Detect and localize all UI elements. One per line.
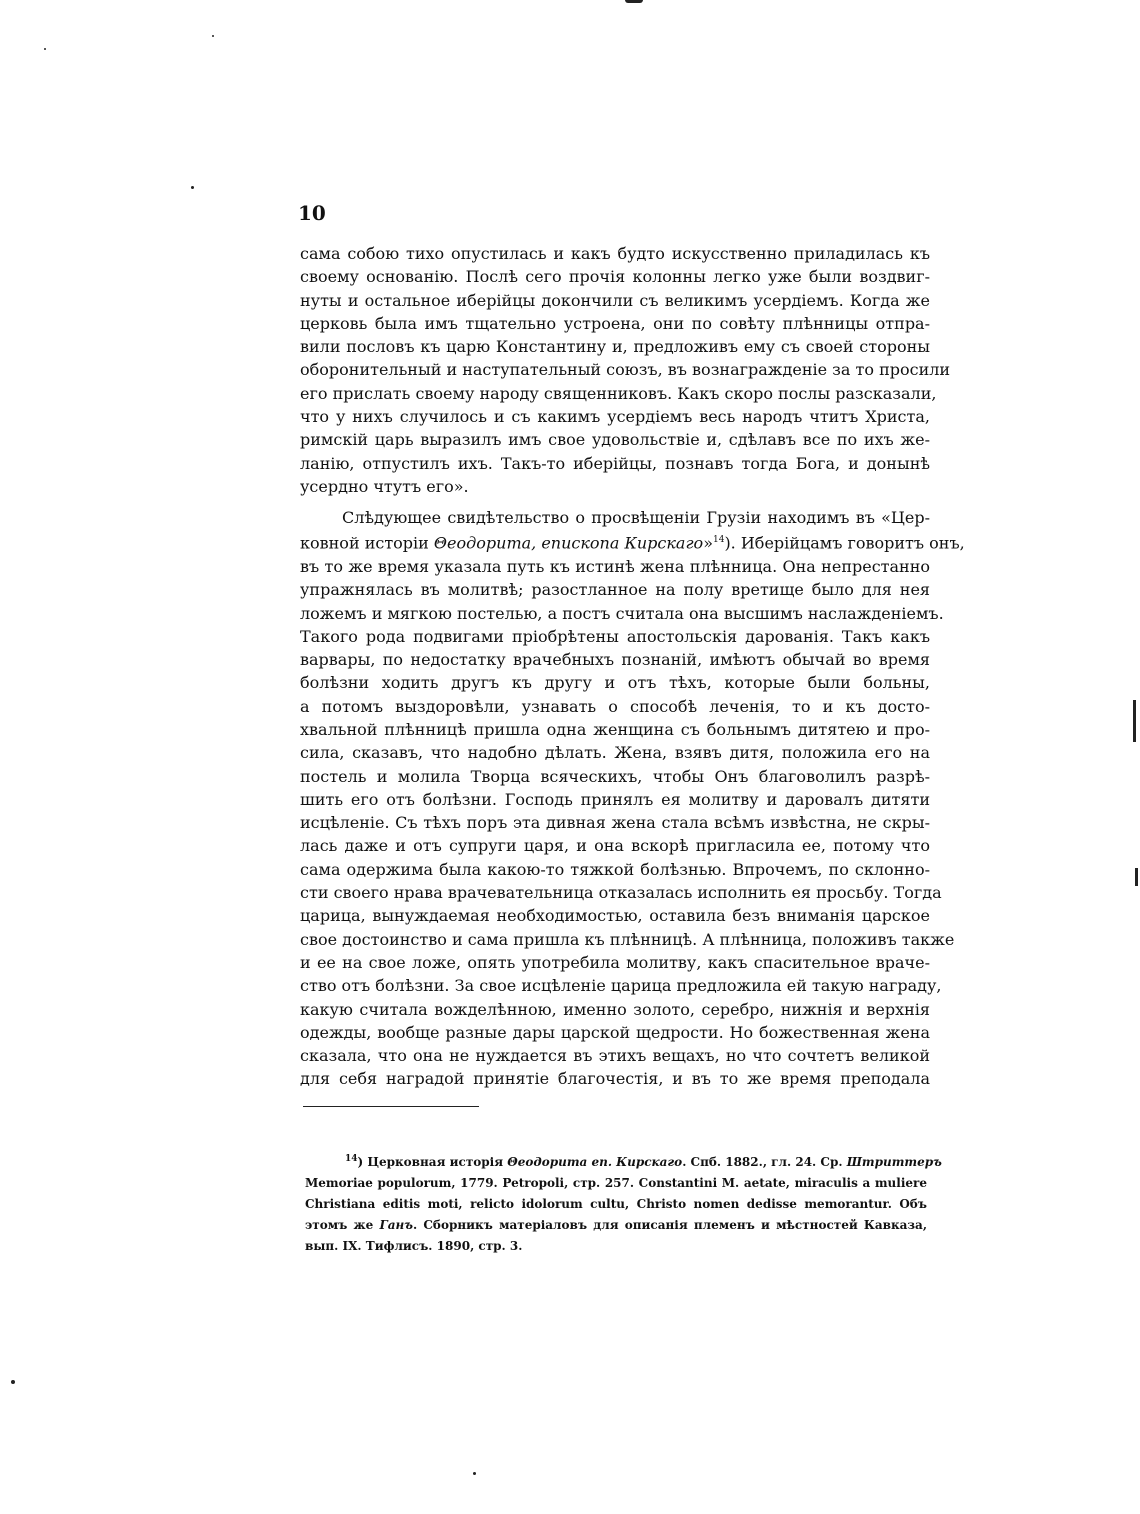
text-line: церковь была имъ тщательно устроена, они по совѣту плѣнницы отпра- [300,313,930,333]
text-line: римскій царь выразилъ имъ свое удовольствіе и, сдѣлавъ все по ихъ же- [300,430,930,450]
text-line: одежды, вообще разные дары царской щедрости. Но божественная жена [300,1022,930,1042]
text-line: ложемъ и мягкою постелью, а постъ считала она высшимъ наслажденіемъ. [300,603,944,623]
text-line: для себя наградой принятіе благочестія, и въ то же время преподала [300,1069,930,1089]
text-line: сила, сказавъ, что надобно дѣлать. Жена, взявъ дитя, положила его на [300,743,930,763]
scan-speck [11,1380,15,1384]
text-line: и ее на свое ложе, опять употребила молитву, какъ спасительное враче- [300,952,930,972]
text-segment: ). Иберійцамъ говоритъ онъ, [724,533,965,553]
text-line: сама собою тихо опустилась и какъ будто искусственно приладилась къ [300,244,930,263]
text-line: вили пословъ къ царю Константину и, предложивъ ему съ своей стороны [300,337,930,357]
scan-edge-mark [1133,700,1136,742]
footnote-14 [305,1149,942,1257]
text-line: оборонительный и наступательный союзъ, въ вознагражденіе за то просили [300,360,951,380]
italic-author: Штриттеръ [846,1155,942,1169]
scan-speck [473,1472,476,1475]
footnote-divider [303,1106,479,1107]
footnote-line: вып. IX. Тифлисъ. 1890, стр. 3. [305,1239,523,1253]
text-line: нуты и остальное иберійцы докончили съ великимъ усердіемъ. Когда же [300,290,930,310]
text-line: усердно чтутъ его». [300,476,469,496]
scan-speck [44,48,46,50]
text-line: какую считала вожделѣнною, именно золото, серебро, нижнія и верхнія [300,999,930,1019]
footnote-line [305,1149,942,1173]
text-segment: » [703,533,713,553]
scan-edge-mark [625,0,643,3]
italic-author: Ганъ [379,1218,414,1232]
footnote-line: Christiana editis moti, relicto idolorum cultu, Christo nomen dedisse memorantur. Объ [305,1197,927,1211]
text-line: исцѣленіе. Съ тѣхъ поръ эта дивная жена стала всѣмъ извѣстна, не скры- [300,813,930,833]
italic-title: Θеодорита, епископа Кирскаго [433,533,704,553]
paragraph-continued [300,242,951,498]
text-line: хвальной плѣнницѣ пришла одна женщина съ больнымъ дитятею и про- [300,720,930,739]
text-line: своему основанію. Послѣ сего прочія колонны легко уже были воздвиг- [300,267,930,287]
text-segment: этомъ же [305,1218,380,1232]
scan-edge-mark [1135,868,1138,886]
text-line: ланію, отпустилъ ихъ. Такъ-то иберійцы, познавъ тогда Бога, и донынѣ [300,453,930,473]
paragraph-theodoret [300,506,965,1091]
text-line: сама одержима была какою-то тяжкой болѣзнью. Впрочемъ, по склонно- [300,859,930,879]
text-line: свое достоинство и сама пришла къ плѣнницѣ. А плѣнница, положивъ также [300,929,955,949]
footnote-mark: 14 [345,1154,358,1164]
text-line: Такого рода подвигами пріобрѣтены апостольскія дарованія. Такъ какъ [300,626,930,646]
footnote-line: Memoriae populorum, 1779. Petropoli, стр. 257. Constantini M. aetate, miraculis a muliere [305,1176,927,1190]
text-segment: ковной исторіи [300,533,434,553]
footnote-line [305,1215,927,1236]
text-segment: . Сборникъ матеріаловъ для описанія племенъ и мѣстностей Кавказа, [413,1218,928,1232]
scan-speck [191,186,194,189]
text-line: что у нихъ случилось и съ какимъ усердіемъ весь народъ чтитъ Христа, [300,407,930,427]
text-line: сти своего нрава врачевательница отказалась исполнить ея просьбу. Тогда [300,883,942,903]
text-line: Слѣдующее свидѣтельство о просвѣщеніи Грузіи находимъ въ «Цер- [342,508,930,527]
text-line: въ то же время указала путь къ истинѣ жена плѣнница. Она непрестанно [300,556,930,576]
text-line: ство отъ болѣзни. За свое исцѣленіе царица предложила ей такую награду, [300,976,942,996]
text-segment: ) Церковная исторія [357,1155,508,1169]
text-line: царица, вынуждаемая необходимостью, оставила безъ вниманія царское [300,906,930,926]
scan-speck [212,35,214,37]
text-line: упражнялась въ молитвѣ; разостланное на полу вретище было для нея [300,580,930,600]
italic-title: Θеодорита еп. Кирскаго [507,1155,683,1169]
text-line: а потомъ выздоровѣли, узнавать о способѣ леченія, то и къ достo- [300,696,930,716]
text-line: постель и молила Творца всяческихъ, чтобы Онъ благоволилъ разрѣ- [300,766,930,786]
text-line: сказала, что она не нуждается въ этихъ вещахъ, но что сочтетъ великой [300,1046,930,1066]
footnote-reference[interactable]: 14 [712,535,725,546]
text-line: его прислать своему народу священниковъ. Какъ скоро послы разсказали, [300,383,937,403]
page-number: 10 [298,201,326,225]
text-segment: . Спб. 1882., гл. 24. Ср. [682,1155,847,1169]
text-line: шить его отъ болѣзни. Господь принялъ ея молитву и даровалъ дитяти [300,789,930,809]
text-line: болѣзни ходить другъ къ другу и отъ тѣхъ, которые были больны, [300,673,930,693]
text-line [300,529,965,555]
text-line: варвары, по недостатку врачебныхъ познаній, имѣютъ обычай во время [300,650,930,670]
text-line: лась даже и отъ супруги царя, и она вскорѣ пригласила ее, потому что [300,836,930,856]
